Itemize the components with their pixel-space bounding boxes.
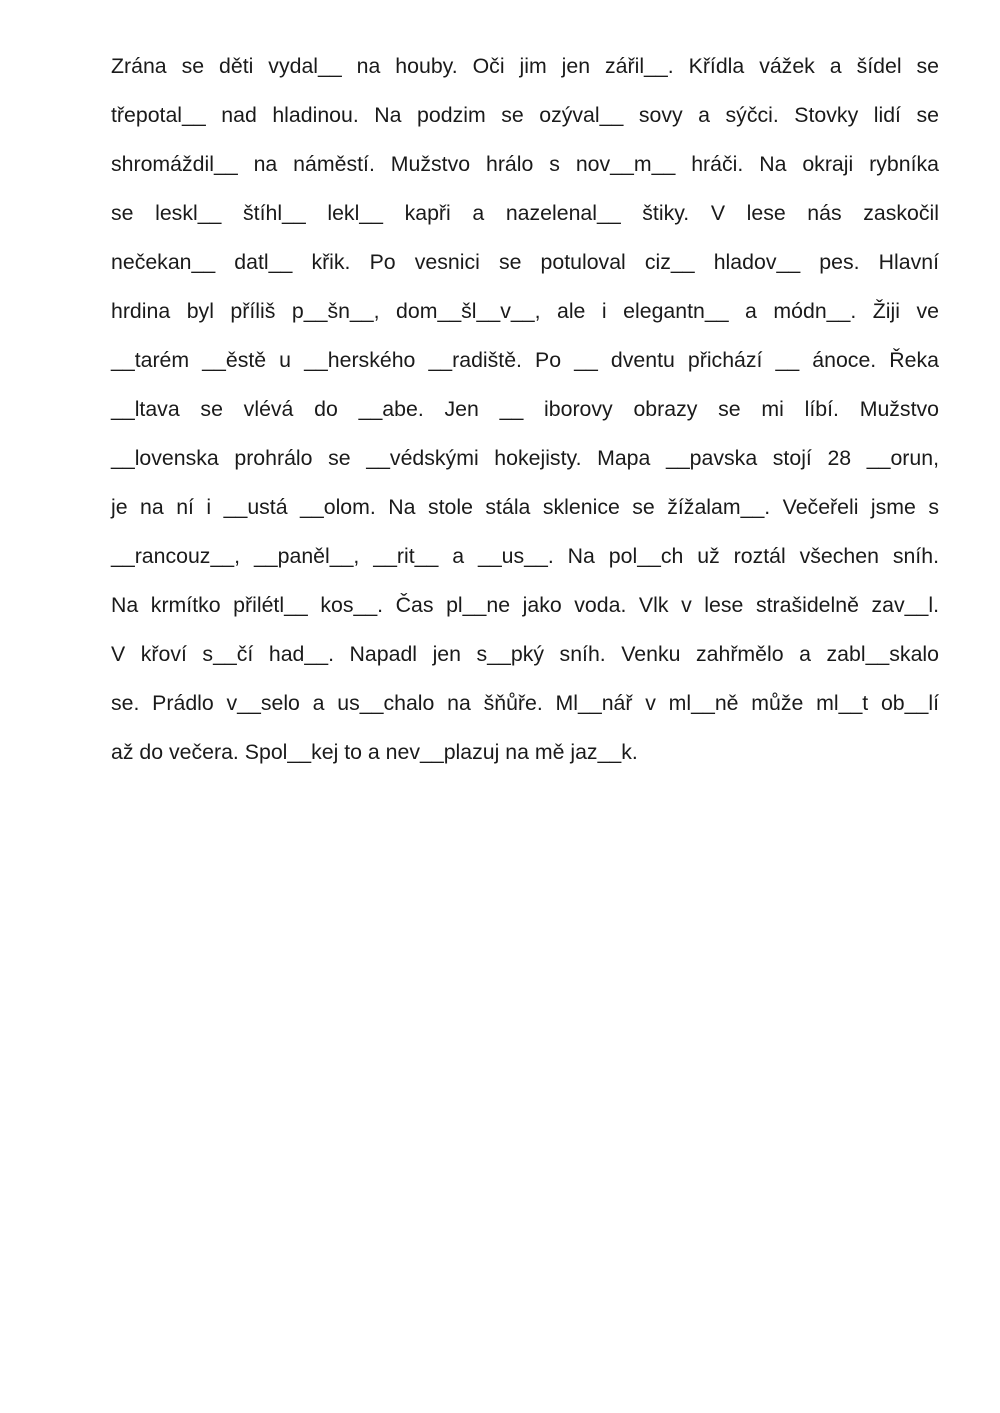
exercise-line-4: se leskl__ štíhl__ lekl__ kapři a nazelenal__ štiky. V lese nás zaskočil — [111, 201, 939, 225]
exercise-line-13: V křoví s__čí had__. Napadl jen s__pký sníh. Venku zahřmělo a zabl__skalo — [111, 642, 939, 666]
exercise-line-15: až do večera. Spol__kej to a nev__plazuj na mě jaz__k. — [111, 740, 638, 764]
exercise-line-5: nečekan__ datl__ křik. Po vesnici se potuloval ciz__ hladov__ pes. Hlavní — [111, 250, 939, 274]
exercise-line-3: shromáždil__ na náměstí. Mužstvo hrálo s nov__m__ hráči. Na okraji rybníka — [111, 152, 939, 176]
exercise-line-6: hrdina byl příliš p__šn__, dom__šl__v__, ale i elegantn__ a módn__. Žiji ve — [111, 299, 939, 323]
exercise-line-14: se. Prádlo v__selo a us__chalo na šňůře. Ml__nář v ml__ně může ml__t ob__lí — [111, 691, 939, 715]
exercise-line-8: __ltava se vlévá do __abe. Jen __ iborovy obrazy se mi líbí. Mužstvo — [111, 397, 939, 421]
exercise-line-7: __tarém __ěstě u __herského __radiště. Po __ dventu přichází __ ánoce. Řeka — [111, 348, 939, 372]
exercise-line-2: třepotal__ nad hladinou. Na podzim se ozýval__ sovy a sýčci. Stovky lidí se — [111, 103, 939, 127]
exercise-line-1: Zrána se děti vydal__ na houby. Oči jim jen zářil__. Křídla vážek a šídel se — [111, 54, 939, 78]
exercise-line-10: je na ní i __ustá __olom. Na stole stála sklenice se žížalam__. Večeřeli jsme s — [111, 495, 939, 519]
exercise-line-9: __lovenska prohrálo se __védskými hokejisty. Mapa __pavska stojí 28 __orun, — [111, 446, 939, 470]
fill-in-exercise-text — [111, 42, 939, 777]
exercise-line-11: __rancouz__, __paněl__, __rit__ a __us__. Na pol__ch už roztál všechen sníh. — [111, 544, 939, 568]
exercise-line-12: Na krmítko přilétl__ kos__. Čas pl__ne jako voda. Vlk v lese strašidelně zav__l. — [111, 593, 939, 617]
